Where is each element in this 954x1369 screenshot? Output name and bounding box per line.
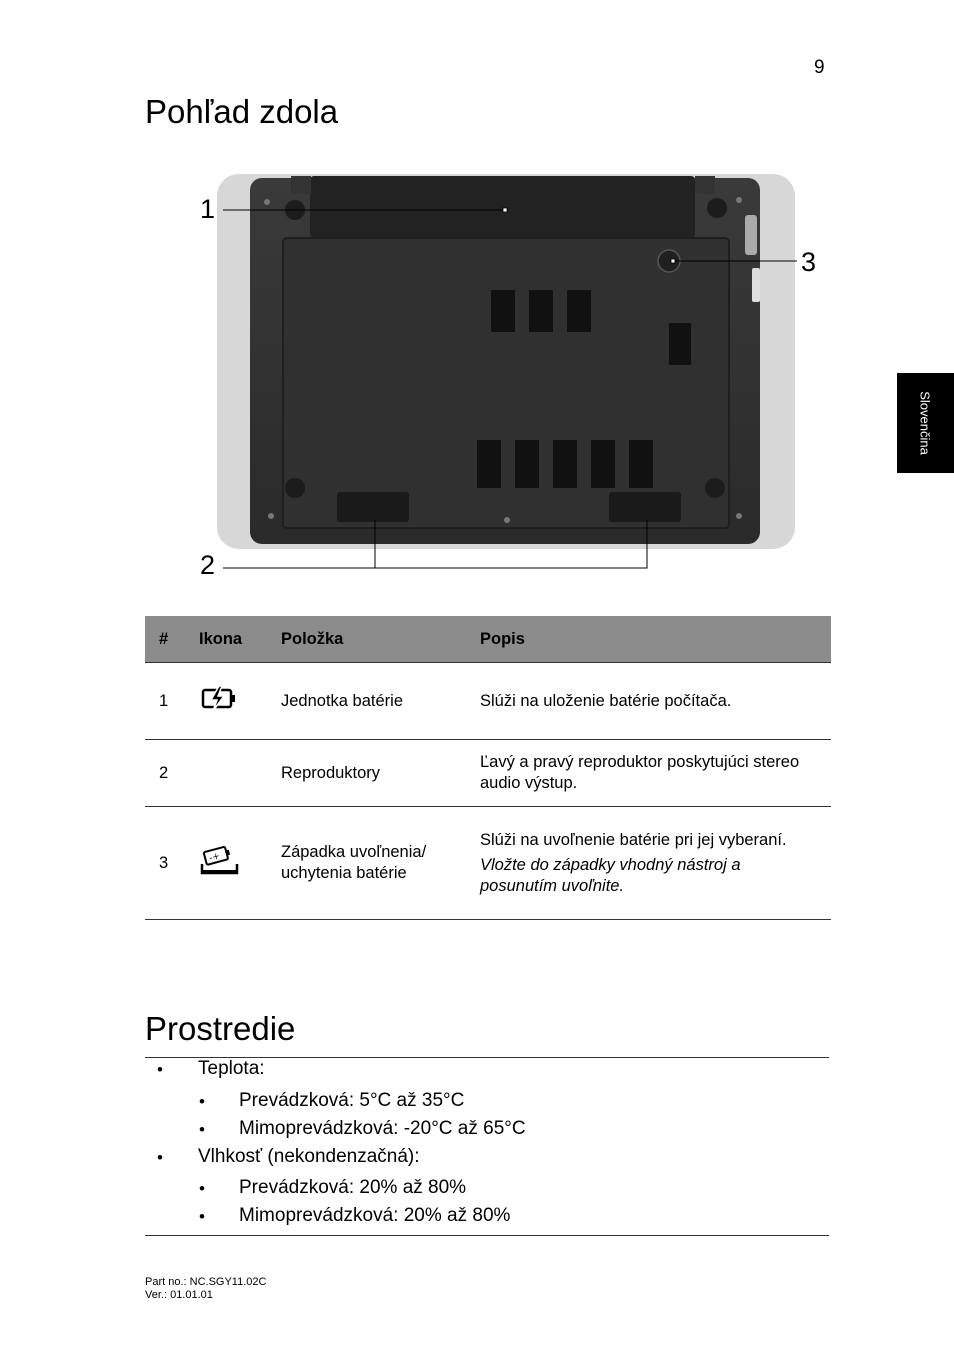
- row-item: Západka uvoľnenia/ uchytenia batérie: [267, 807, 466, 920]
- bottom-view-table: [145, 616, 831, 920]
- list-subitem: Prevádzková: 20% až 80%: [239, 1177, 467, 1198]
- row-number: 3: [145, 807, 185, 920]
- table-row: [145, 663, 831, 740]
- row-number: 1: [145, 663, 185, 740]
- row-icon-cell: [185, 807, 267, 920]
- section-title-bottom-view: Pohľad zdola: [145, 93, 339, 130]
- bullet: •: [199, 1207, 205, 1226]
- row-description: Slúži na uloženie batérie počítača.: [466, 663, 831, 740]
- footer-version: Ver.: 01.01.01: [145, 1289, 213, 1301]
- list-item-temperature: Teplota:: [198, 1058, 265, 1079]
- row-item: Jednotka batérie: [267, 663, 466, 740]
- list-item-humidity: Vlhkosť (nekondenzačná):: [198, 1146, 420, 1167]
- language-tab-label: Slovenčina: [917, 391, 933, 455]
- table-row: [145, 807, 831, 920]
- battery-release-icon: [199, 851, 241, 880]
- list-subitem: Prevádzková: 5°C až 35°C: [239, 1090, 465, 1111]
- row-icon-cell: [185, 663, 267, 740]
- bullet: •: [199, 1092, 205, 1111]
- bullet: •: [157, 1148, 163, 1167]
- header-description: Popis: [466, 616, 831, 663]
- battery-charge-icon: [199, 699, 239, 717]
- page-number: 9: [814, 57, 825, 78]
- language-tab: [897, 373, 954, 473]
- svg-text:-+: -+: [208, 851, 222, 864]
- bullet: •: [199, 1120, 205, 1139]
- row-description: Slúži na uvoľnenie batérie pri jej vyberaní.: [480, 830, 787, 849]
- table-row: [145, 740, 831, 807]
- callout-1: 1: [200, 194, 216, 224]
- bullet: •: [199, 1179, 205, 1198]
- row-description: Ľavý a pravý reproduktor poskytujúci stereo audio výstup.: [466, 740, 831, 807]
- section-title-environment: Prostredie: [145, 1010, 296, 1047]
- footer-part-number: Part no.: NC.SGY11.02C: [145, 1276, 267, 1288]
- row-icon-cell: [185, 740, 267, 807]
- bullet: •: [157, 1060, 163, 1079]
- row-description-note: Vložte do západky vhodný nástroj a posunutím uvoľnite.: [480, 855, 741, 895]
- header-icon: Ikona: [185, 616, 267, 663]
- list-subitem: Mimoprevádzková: -20°C až 65°C: [239, 1118, 526, 1139]
- header-item: Položka: [267, 616, 466, 663]
- row-number: 2: [145, 740, 185, 807]
- header-number: #: [145, 616, 185, 663]
- laptop-bottom-drawing: [195, 170, 835, 580]
- row-description-cell: [466, 807, 831, 920]
- list-subitem: Mimoprevádzková: 20% až 80%: [239, 1205, 511, 1226]
- footer: [145, 1276, 266, 1302]
- callout-3: 3: [801, 247, 817, 277]
- table-header-row: [145, 616, 831, 663]
- divider-bottom: [145, 1235, 829, 1236]
- row-item: Reproduktory: [267, 740, 466, 807]
- laptop-bottom-illustration: [195, 170, 835, 580]
- callout-2: 2: [200, 550, 216, 580]
